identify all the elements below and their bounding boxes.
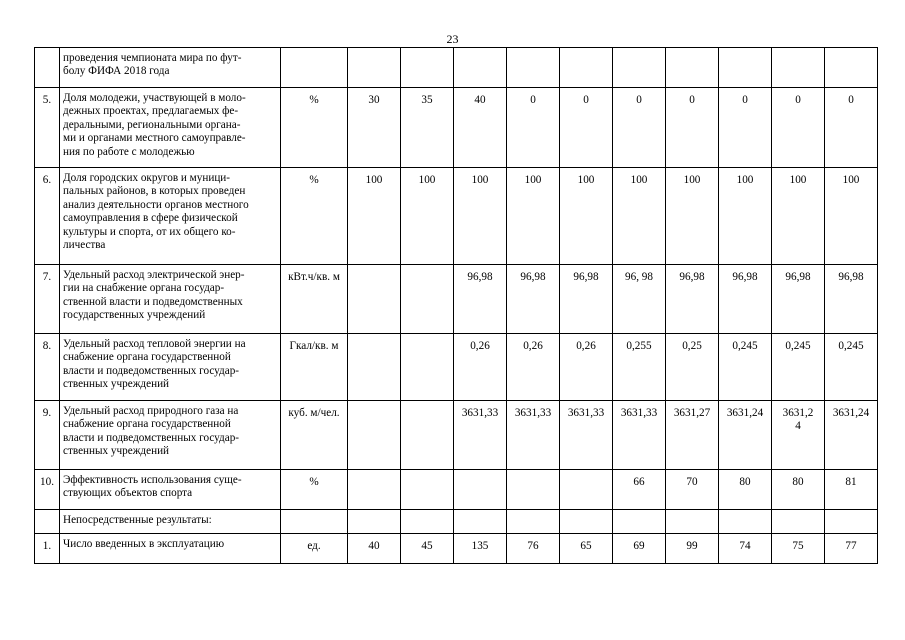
value-cell: 0,26 <box>560 334 613 401</box>
value-cell: 100 <box>772 168 825 265</box>
indicator-name: проведения чемпионата мира по фут- болу ФИФА 2018 года <box>60 48 281 88</box>
unit-of-measure: Гкал/кв. м <box>281 334 348 401</box>
value-cell: 100 <box>825 168 878 265</box>
value-cell: 96,98 <box>772 265 825 334</box>
indicator-name: Удельный расход природного газа на снабжение органа государственной власти и подведомственных государ- ственных учреждений <box>60 401 281 470</box>
row-number: 10. <box>35 470 60 510</box>
value-cell: 96,98 <box>825 265 878 334</box>
indicator-name: Эффективность использования суще- ствующих объектов спорта <box>60 470 281 510</box>
value-cell: 96,98 <box>719 265 772 334</box>
value-cell: 100 <box>348 168 401 265</box>
value-cell: 3631,33 <box>613 401 666 470</box>
value-cell: 30 <box>348 88 401 168</box>
indicator-name: Непосредственные результаты: <box>60 510 281 534</box>
unit-of-measure <box>281 48 348 88</box>
indicator-name: Удельный расход тепловой энергии на снабжение органа государственной власти и подведомственных государ- ственных учреждений <box>60 334 281 401</box>
row-number: 1. <box>35 534 60 564</box>
value-cell: 0,25 <box>666 334 719 401</box>
value-cell <box>348 510 401 534</box>
value-cell <box>613 510 666 534</box>
value-cell: 40 <box>454 88 507 168</box>
row-number: 7. <box>35 265 60 334</box>
value-cell <box>719 510 772 534</box>
value-cell: 40 <box>348 534 401 564</box>
value-cell <box>666 510 719 534</box>
row-number: 6. <box>35 168 60 265</box>
value-cell: 100 <box>613 168 666 265</box>
value-cell: 100 <box>401 168 454 265</box>
table-row <box>35 470 878 510</box>
unit-of-measure <box>281 510 348 534</box>
table-row <box>35 168 878 265</box>
row-number: 5. <box>35 88 60 168</box>
table-body <box>35 48 878 564</box>
table-row <box>35 401 878 470</box>
value-cell: 100 <box>560 168 613 265</box>
unit-of-measure: ед. <box>281 534 348 564</box>
value-cell: 74 <box>719 534 772 564</box>
value-cell: 35 <box>401 88 454 168</box>
value-cell: 0,26 <box>507 334 560 401</box>
value-cell <box>454 470 507 510</box>
value-cell <box>507 470 560 510</box>
value-cell: 96,98 <box>454 265 507 334</box>
value-cell <box>719 48 772 88</box>
value-cell <box>507 510 560 534</box>
value-cell <box>401 48 454 88</box>
value-cell: 0,245 <box>719 334 772 401</box>
table-row <box>35 265 878 334</box>
value-cell: 0 <box>825 88 878 168</box>
value-cell: 0,245 <box>825 334 878 401</box>
page-number: 23 <box>446 32 459 46</box>
value-cell: 100 <box>507 168 560 265</box>
value-cell: 0 <box>666 88 719 168</box>
indicator-name: Число введенных в эксплуатацию <box>60 534 281 564</box>
value-cell: 135 <box>454 534 507 564</box>
value-cell <box>613 48 666 88</box>
value-cell <box>825 510 878 534</box>
table-row <box>35 88 878 168</box>
value-cell: 0,26 <box>454 334 507 401</box>
value-cell: 3631,33 <box>507 401 560 470</box>
value-cell: 45 <box>401 534 454 564</box>
value-cell: 3631,24 <box>719 401 772 470</box>
value-cell <box>401 510 454 534</box>
unit-of-measure: % <box>281 168 348 265</box>
value-cell: 0,245 <box>772 334 825 401</box>
value-cell: 81 <box>825 470 878 510</box>
table-row <box>35 534 878 564</box>
value-cell <box>560 48 613 88</box>
value-cell: 3631,27 <box>666 401 719 470</box>
value-cell <box>454 510 507 534</box>
value-cell: 96, 98 <box>613 265 666 334</box>
value-cell: 0 <box>507 88 560 168</box>
row-number <box>35 48 60 88</box>
indicator-name: Удельный расход электрической энер- гии на снабжение органа государ- ственной власти и подведомственных государственных учреждений <box>60 265 281 334</box>
value-cell: 80 <box>719 470 772 510</box>
value-cell <box>825 48 878 88</box>
value-cell: 96,98 <box>507 265 560 334</box>
indicator-name: Доля молодежи, участвующей в моло- дежных проектах, предлагаемых фе- деральными, региональными органа- ми и органами местного самоуправле- ния по работе с молодежью <box>60 88 281 168</box>
value-cell: 80 <box>772 470 825 510</box>
value-cell <box>348 48 401 88</box>
table-row <box>35 510 878 534</box>
value-cell: 0,255 <box>613 334 666 401</box>
value-cell: 100 <box>719 168 772 265</box>
value-cell: 3631,24 <box>825 401 878 470</box>
row-number <box>35 510 60 534</box>
value-cell <box>348 401 401 470</box>
row-number: 9. <box>35 401 60 470</box>
value-cell: 0 <box>719 88 772 168</box>
value-cell: 3631,33 <box>454 401 507 470</box>
value-cell <box>401 265 454 334</box>
indicators-table <box>34 47 878 564</box>
value-cell: 76 <box>507 534 560 564</box>
value-cell: 0 <box>613 88 666 168</box>
value-cell <box>772 510 825 534</box>
row-number: 8. <box>35 334 60 401</box>
value-cell <box>772 48 825 88</box>
value-cell: 3631,2 4 <box>772 401 825 470</box>
value-cell: 70 <box>666 470 719 510</box>
unit-of-measure: % <box>281 88 348 168</box>
value-cell <box>666 48 719 88</box>
value-cell <box>560 470 613 510</box>
value-cell <box>348 265 401 334</box>
value-cell <box>348 470 401 510</box>
value-cell <box>348 334 401 401</box>
value-cell <box>560 510 613 534</box>
value-cell: 99 <box>666 534 719 564</box>
value-cell: 65 <box>560 534 613 564</box>
value-cell: 96,98 <box>666 265 719 334</box>
value-cell: 96,98 <box>560 265 613 334</box>
unit-of-measure: куб. м/чел. <box>281 401 348 470</box>
value-cell <box>401 401 454 470</box>
indicator-name: Доля городских округов и муници- пальных районов, в которых проведен анализ деятельности органов местного самоуправления в сфере физической культуры и спорта, от их общего ко- личества <box>60 168 281 265</box>
value-cell: 0 <box>560 88 613 168</box>
table-row <box>35 334 878 401</box>
value-cell: 3631,33 <box>560 401 613 470</box>
value-cell: 69 <box>613 534 666 564</box>
unit-of-measure: кВт.ч/кв. м <box>281 265 348 334</box>
value-cell: 0 <box>772 88 825 168</box>
value-cell: 77 <box>825 534 878 564</box>
value-cell <box>454 48 507 88</box>
value-cell: 66 <box>613 470 666 510</box>
value-cell: 100 <box>666 168 719 265</box>
table-row <box>35 48 878 88</box>
value-cell <box>401 334 454 401</box>
value-cell: 75 <box>772 534 825 564</box>
unit-of-measure: % <box>281 470 348 510</box>
value-cell: 100 <box>454 168 507 265</box>
value-cell <box>507 48 560 88</box>
value-cell <box>401 470 454 510</box>
